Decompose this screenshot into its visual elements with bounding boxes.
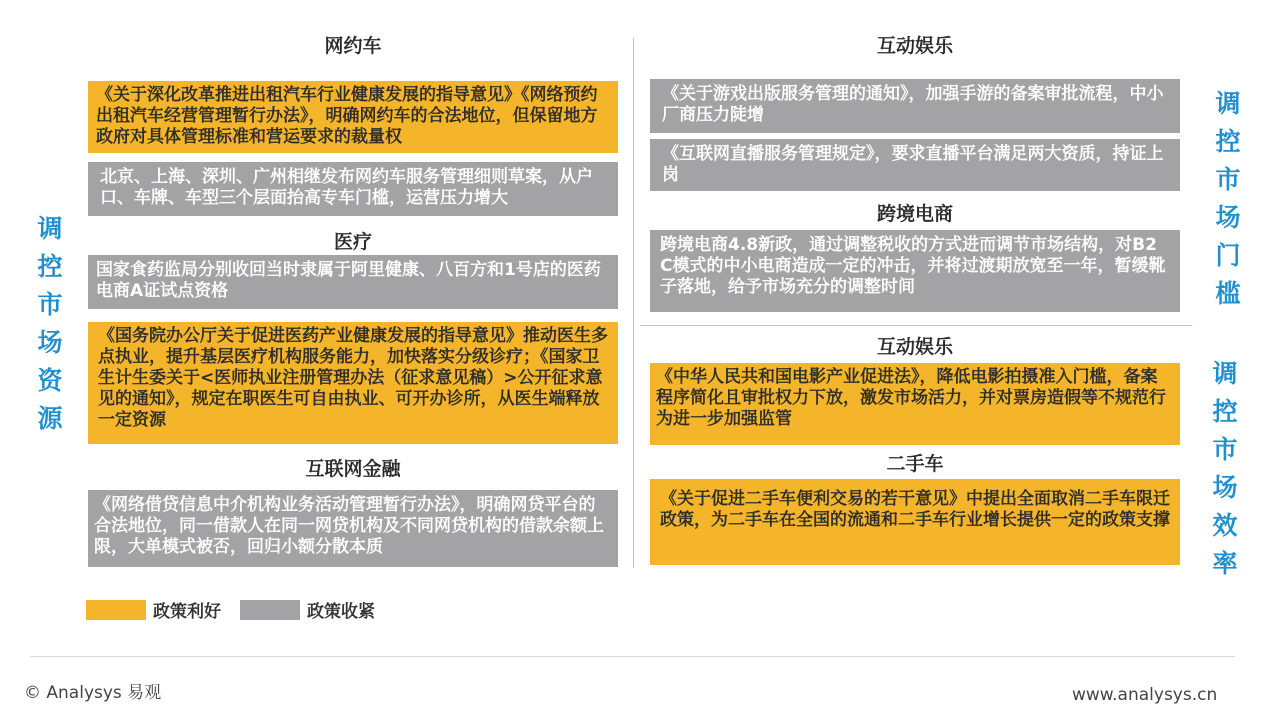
side-label-control-threshold: 调控市场门槛 [1215, 89, 1241, 308]
section-title-entertainment-1: 互动娱乐 [876, 35, 953, 57]
section-title-used-car: 二手车 [886, 453, 944, 475]
section-title-entertainment-2: 互动娱乐 [876, 336, 953, 358]
section-title-cross-border: 跨境电商 [876, 203, 953, 225]
legend-label-favorable: 政策利好 [153, 602, 221, 622]
policy-box-ride-hailing-1: 《关于深化改革推进出租汽车行业健康发展的指导意见》《网络预约出租汽车经营管理暂行办法》，明确网约车的合法地位，但保留地方政府对具体管理标准和营运要求的裁量权 [88, 81, 618, 153]
legend-label-tightening: 政策收紧 [307, 602, 375, 622]
section-title-fintech: 互联网金融 [305, 458, 401, 480]
right-horizontal-divider [640, 325, 1192, 326]
policy-box-medical-1: 国家食药监局分别收回当时隶属于阿里健康、八百方和1号店的医药电商A证试点资格 [88, 255, 618, 309]
section-title-ride-hailing: 网约车 [324, 35, 382, 57]
legend-swatch-favorable [86, 600, 146, 620]
vertical-divider [633, 38, 634, 568]
footer-copyright: © Analysys 易观 [24, 683, 162, 703]
footer-url: www.analysys.cn [1072, 685, 1218, 705]
side-label-control-efficiency: 调控市场效率 [1212, 359, 1238, 578]
policy-box-medical-2: 《国务院办公厅关于促进医药产业健康发展的指导意见》推动医生多点执业，提升基层医疗机构服务能力，加快落实分级诊疗；《国家卫生计生委关于<医师执业注册管理办法（征求意见稿）>公开征求意见的通知》，规定在职医生可自由执业、可开办诊所，从医生端释放一定资源 [88, 322, 618, 444]
policy-box-entertainment-1: 《关于游戏出版服务管理的通知》，加强手游的备案审批流程，中小厂商压力陡增 [650, 79, 1180, 133]
policy-box-cross-border: 跨境电商4.8新政，通过调整税收的方式进而调节市场结构，对B2C模式的中小电商造成一定的冲击，并将过渡期放宽至一年，暂缓靴子落地，给予市场充分的调整时间 [650, 230, 1180, 312]
policy-box-fintech-1: 《网络借贷信息中介机构业务活动管理暂行办法》，明确网贷平台的合法地位，同一借款人在同一网贷机构及不同网贷机构的借款余额上限，大单模式被否，回归小额分散本质 [88, 490, 618, 567]
policy-box-entertainment-2: 《互联网直播服务管理规定》，要求直播平台满足两大资质，持证上岗 [650, 139, 1180, 191]
side-label-control-resources: 调控市场资源 [37, 214, 63, 433]
legend-swatch-tightening [240, 600, 300, 620]
policy-box-film-law: 《中华人民共和国电影产业促进法》，降低电影拍摄准入门槛，备案程序简化且审批权力下放，激发市场活力，并对票房造假等不规范行为进一步加强监管 [650, 363, 1180, 445]
section-title-medical: 医疗 [333, 231, 372, 253]
policy-box-ride-hailing-2: 北京、上海、深圳、广州相继发布网约车服务管理细则草案，从户口、车牌、车型三个层面抬高专车门槛，运营压力增大 [88, 162, 618, 216]
policy-box-used-car: 《关于促进二手车便利交易的若干意见》中提出全面取消二手车限迁政策，为二手车在全国的流通和二手车行业增长提供一定的政策支撑 [650, 479, 1180, 565]
footer-divider [30, 656, 1235, 657]
